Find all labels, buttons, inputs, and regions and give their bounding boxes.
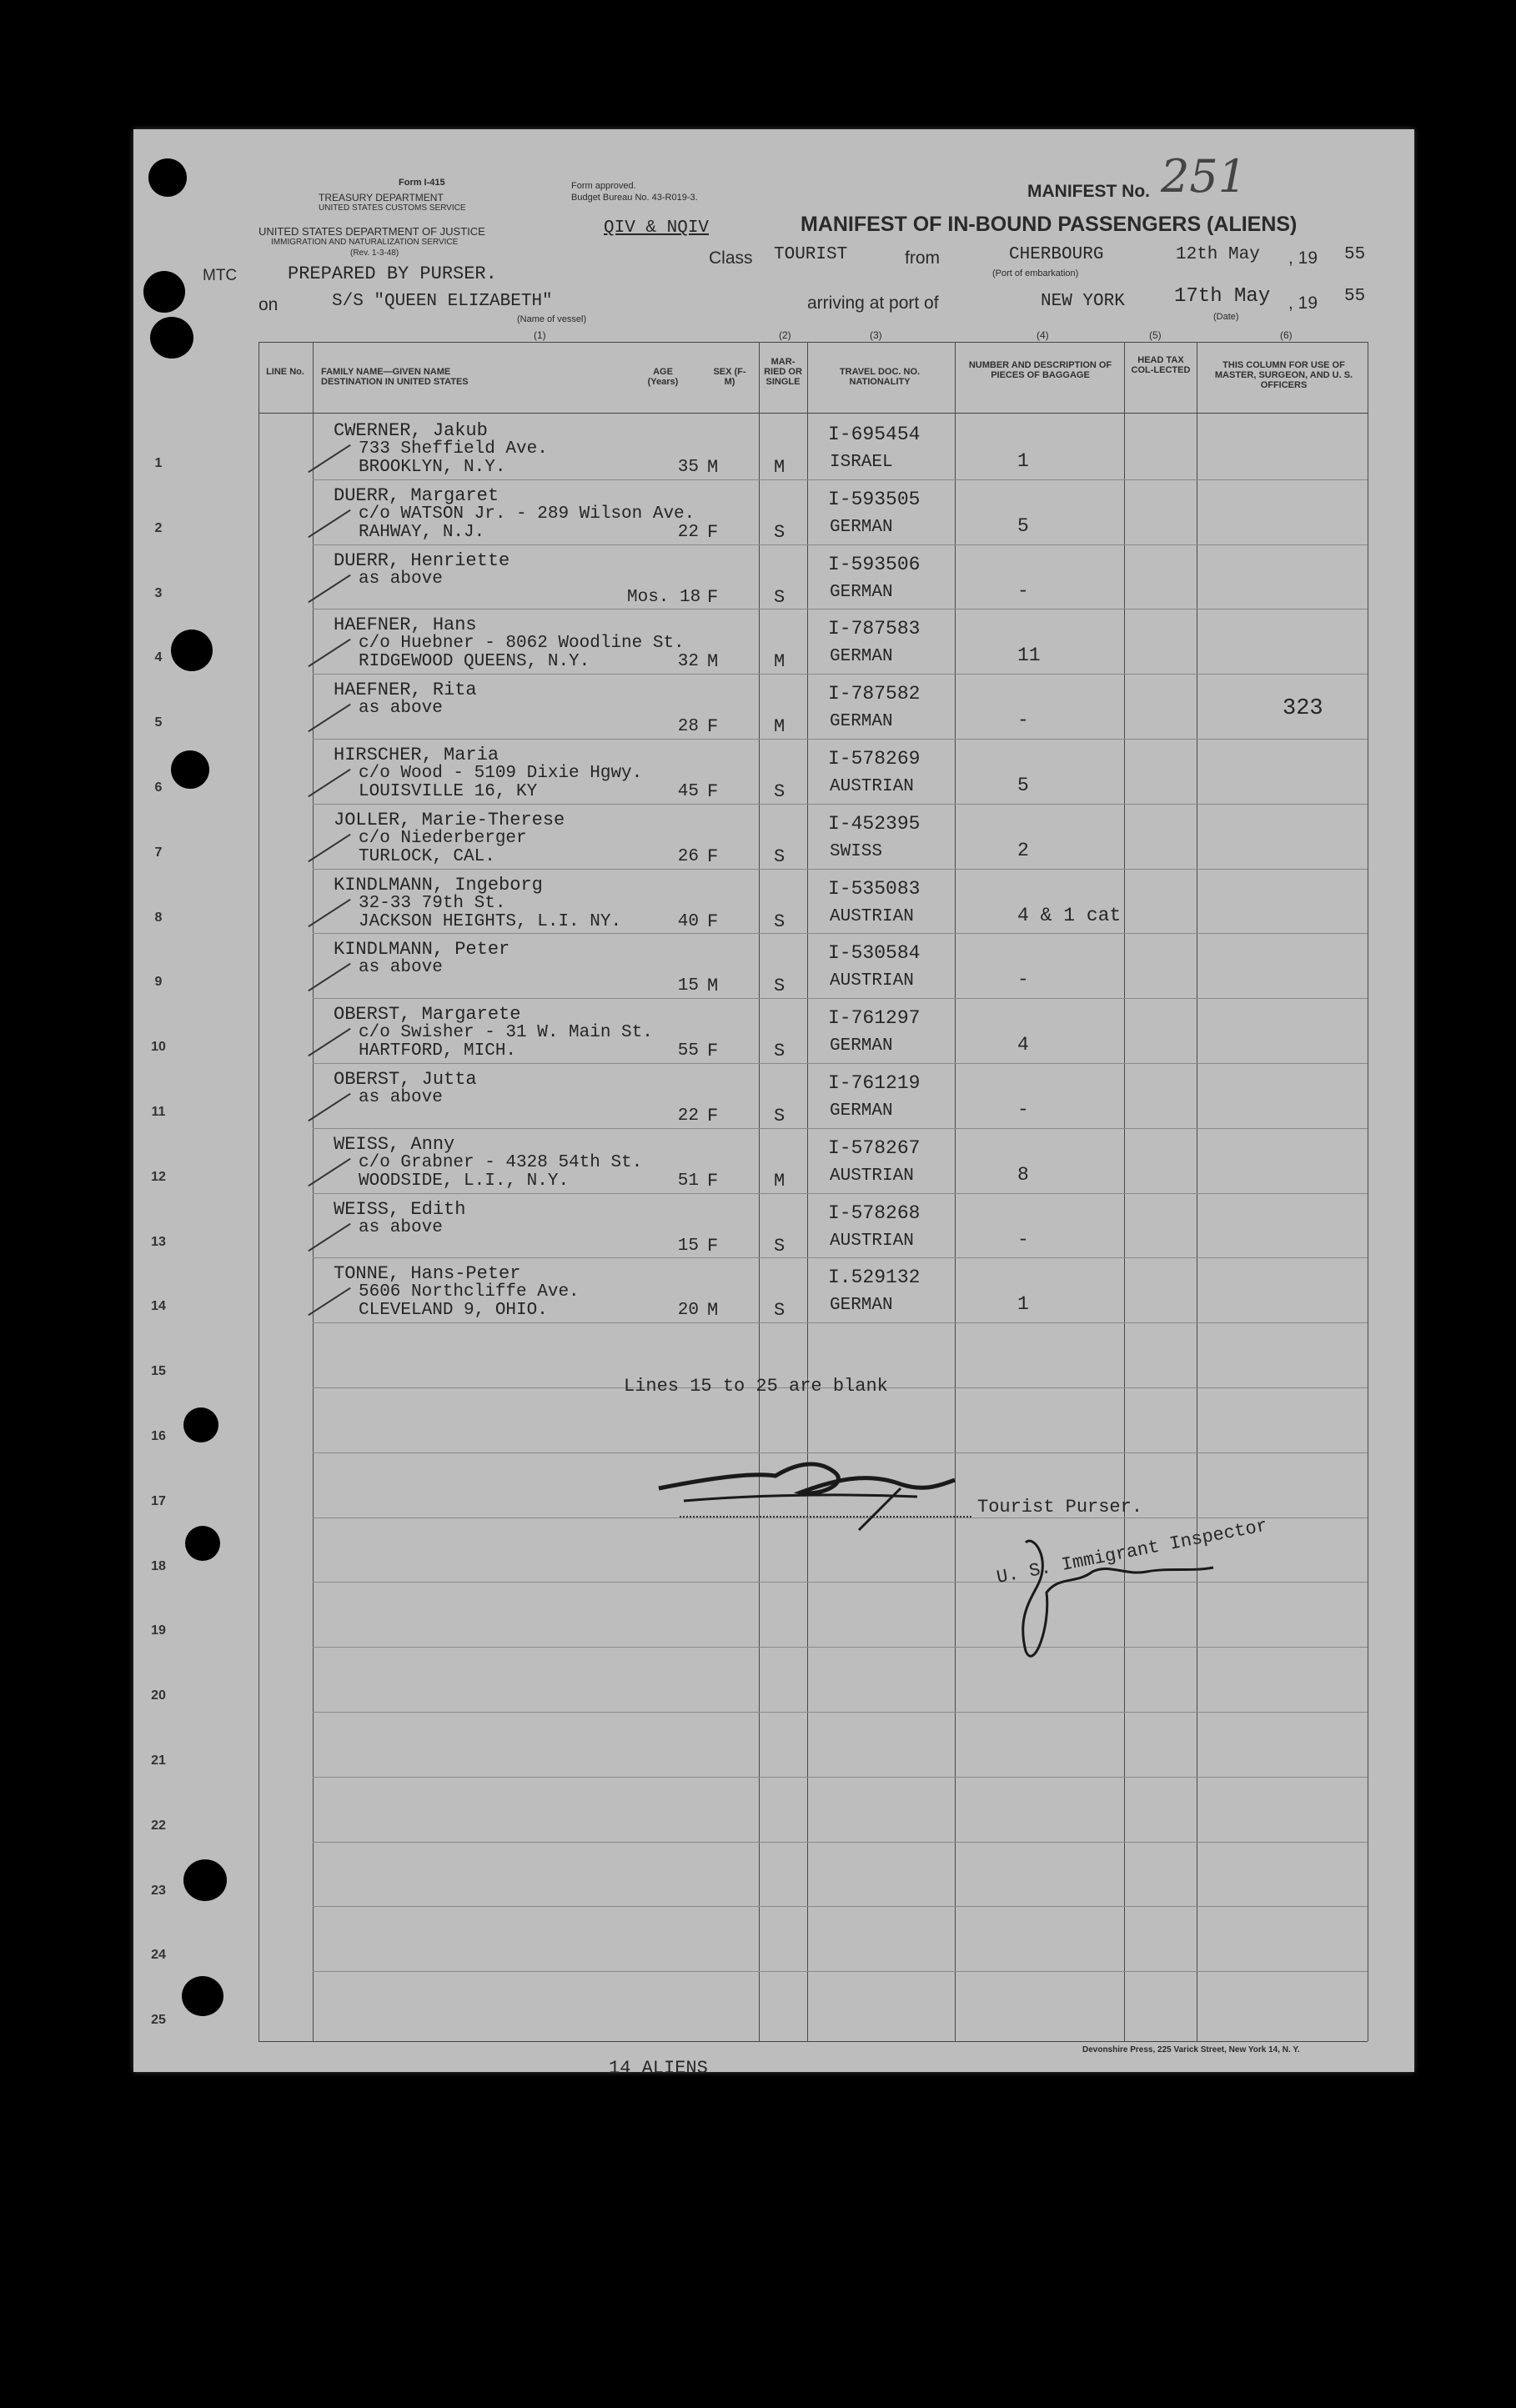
passenger-sex: F	[707, 586, 719, 608]
passenger-destination: JACKSON HEIGHTS, L.I. NY.	[359, 911, 622, 931]
baggage-count: 5	[1017, 514, 1029, 537]
form-number: Form I-415	[399, 178, 445, 188]
nationality: GERMAN	[830, 647, 893, 667]
passenger-address: c/o Swisher - 31 W. Main St.	[359, 1023, 653, 1043]
line-number: 20	[151, 1688, 166, 1703]
date-caption: (Date)	[1213, 312, 1239, 322]
baggage-count: 2	[1017, 839, 1029, 861]
line-number: 19	[151, 1623, 166, 1638]
inspector-caption: U. S. Immigrant Inspector	[995, 1515, 1269, 1588]
col-header-baggage: NUMBER AND DESCRIPTION OF PIECES OF BAGGAGE	[968, 360, 1112, 380]
col-ref-6: (6)	[1280, 329, 1293, 341]
nationality: ISRAEL	[830, 453, 893, 472]
passenger-age: 32	[677, 652, 699, 672]
col-header-married: MAR-RIED OR SINGLE	[764, 357, 802, 387]
row-divider	[313, 739, 1368, 740]
on-label: on	[259, 295, 279, 314]
passenger-age: 45	[677, 782, 699, 801]
line-number: 16	[151, 1429, 166, 1443]
mtc-mark: MTC	[203, 267, 238, 284]
manifest-no-label: MANIFEST No.	[1027, 182, 1150, 201]
table-top-border	[259, 342, 1368, 343]
passenger-sex: F	[707, 521, 719, 543]
passenger-sex: F	[707, 1235, 719, 1257]
col-ref-2: (2)	[779, 329, 791, 341]
passenger-age: 15	[677, 976, 699, 996]
line-number: 2	[154, 520, 163, 535]
travel-doc-number: I-695454	[828, 424, 921, 445]
passenger-destination: WOODSIDE, L.I., N.Y.	[359, 1171, 570, 1191]
passenger-sex: F	[707, 845, 719, 867]
row-divider	[313, 1063, 1368, 1064]
passenger-age: 22	[677, 1106, 699, 1126]
ins-label: IMMIGRATION AND NATURALIZATION SERVICE	[271, 238, 459, 247]
customs-label: UNITED STATES CUSTOMS SERVICE	[319, 203, 466, 213]
budget-bureau: Budget Bureau No. 43-R019-3.	[571, 193, 698, 203]
passenger-address: 32-33 79th St.	[359, 893, 506, 913]
line-number: 12	[151, 1169, 166, 1184]
port-of-embarkation: CHERBOURG	[1009, 245, 1104, 264]
passenger-address: c/o WATSON Jr. - 289 Wilson Ave.	[359, 504, 695, 524]
col-divider	[807, 342, 808, 2041]
binder-hole	[182, 1976, 223, 2016]
nationality: AUSTRIAN	[830, 1231, 914, 1251]
table-header-border	[259, 413, 1368, 414]
nationality: GERMAN	[830, 1296, 893, 1316]
baggage-count: 4 & 1 cat	[1017, 904, 1122, 926]
row-divider	[313, 1842, 1368, 1843]
passenger-marital: M	[774, 651, 786, 673]
departure-year: 55	[1344, 245, 1366, 264]
passenger-address: as above	[359, 1088, 443, 1107]
passenger-address: 733 Sheffield Ave.	[359, 439, 548, 459]
passenger-age: 28	[677, 717, 699, 737]
line-number: 15	[151, 1364, 166, 1379]
manifest-title: MANIFEST OF IN-BOUND PASSENGERS (ALIENS)	[801, 213, 1298, 236]
passenger-age: 22	[677, 522, 699, 542]
passenger-marital: S	[774, 1041, 786, 1062]
passenger-destination: BROOKLYN, N.Y.	[359, 458, 506, 477]
passenger-sex: M	[707, 976, 719, 997]
rev-label: (Rev. 1-3-48)	[350, 248, 399, 258]
passenger-name: OBERST, Margarete	[334, 1004, 521, 1026]
row-divider	[313, 998, 1368, 999]
blank-lines-note: Lines 15 to 25 are blank	[624, 1376, 888, 1397]
baggage-count: 1	[1017, 1293, 1029, 1316]
passenger-age: 15	[677, 1236, 699, 1256]
passenger-marital: S	[774, 845, 786, 867]
col-header-line: LINE No.	[266, 367, 304, 377]
passenger-age: 51	[677, 1171, 699, 1191]
passenger-address: as above	[359, 569, 443, 589]
passenger-marital: S	[774, 1235, 786, 1257]
col-ref-3: (3)	[870, 329, 882, 341]
baggage-count: 4	[1017, 1034, 1029, 1056]
row-divider	[313, 1777, 1368, 1778]
row-divider	[313, 674, 1368, 675]
passenger-sex: M	[707, 651, 719, 673]
passenger-address: c/o Grabner - 4328 54th St.	[359, 1152, 643, 1172]
passenger-age: 20	[677, 1301, 699, 1321]
nationality: GERMAN	[830, 712, 893, 732]
purser-signature	[650, 1447, 967, 1538]
baggage-count: -	[1017, 1099, 1029, 1121]
col-header-officers: THIS COLUMN FOR USE OF MASTER, SURGEON, AND U. S. OFFICERS	[1214, 360, 1353, 390]
passenger-marital: S	[774, 521, 786, 543]
col-header-travel-doc: TRAVEL DOC. NO. NATIONALITY	[839, 367, 921, 387]
row-divider	[313, 1193, 1368, 1194]
departure-date: 12th May	[1176, 245, 1260, 264]
row-divider	[313, 479, 1368, 480]
col-ref-4: (4)	[1037, 329, 1049, 341]
row-divider	[313, 933, 1368, 934]
binder-hole	[150, 317, 193, 359]
passenger-marital: S	[774, 911, 786, 932]
passenger-name: WEISS, Anny	[334, 1133, 455, 1155]
passenger-marital: M	[774, 457, 786, 478]
passenger-sex: F	[707, 716, 719, 738]
vessel-name: S/S "QUEEN ELIZABETH"	[332, 292, 553, 311]
row-divider	[313, 1712, 1368, 1713]
passenger-marital: M	[774, 716, 786, 738]
travel-doc-number: I.529132	[828, 1267, 921, 1289]
passenger-marital: S	[774, 1106, 786, 1126]
arriving-label: arriving at port of	[807, 293, 939, 313]
passenger-destination: RAHWAY, N.J.	[359, 522, 485, 542]
col-divider	[1124, 342, 1125, 2041]
passenger-age: 35	[677, 458, 699, 477]
passenger-name: WEISS, Edith	[334, 1198, 466, 1220]
purser-signature-line	[680, 1516, 971, 1518]
form-approved: Form approved.	[571, 181, 636, 191]
travel-doc-number: I-578269	[828, 748, 921, 770]
passenger-destination: CLEVELAND 9, OHIO.	[359, 1301, 548, 1321]
line-number: 1	[154, 456, 163, 470]
row-divider	[313, 1906, 1368, 1907]
travel-doc-number: I-593506	[828, 553, 921, 575]
passenger-marital: S	[774, 1300, 786, 1322]
travel-doc-number: I-535083	[828, 877, 921, 900]
passenger-sex: F	[707, 1170, 719, 1191]
travel-doc-number: I-530584	[828, 942, 921, 965]
line-number: 21	[151, 1753, 166, 1768]
passenger-address: c/o Wood - 5109 Dixie Hgwy.	[359, 764, 643, 783]
passenger-address: as above	[359, 699, 443, 719]
binder-hole	[171, 750, 209, 789]
passenger-marital: M	[774, 1170, 786, 1191]
port-embark-caption: (Port of embarkation)	[992, 268, 1079, 278]
col-header-age: AGE (Years)	[647, 367, 679, 387]
nationality: GERMAN	[830, 1101, 893, 1121]
passenger-address: 5606 Northcliffe Ave.	[359, 1282, 580, 1302]
line-number: 4	[154, 650, 163, 665]
travel-doc-number: I-787582	[828, 683, 921, 705]
passenger-destination: HARTFORD, MICH.	[359, 1041, 517, 1061]
line-number: 10	[151, 1040, 166, 1055]
passenger-age: 26	[677, 846, 699, 866]
passenger-name: DUERR, Henriette	[334, 549, 510, 571]
nationality: AUSTRIAN	[830, 1166, 914, 1186]
row-divider	[313, 1322, 1368, 1323]
row-divider	[313, 1257, 1368, 1258]
passenger-name: JOLLER, Marie-Therese	[334, 809, 565, 830]
treasury-label: TREASURY DEPARTMENT	[319, 192, 444, 203]
binder-hole	[183, 1859, 227, 1901]
binder-hole	[183, 1407, 218, 1442]
vessel-caption: (Name of vessel)	[517, 314, 587, 324]
row-divider	[313, 544, 1368, 545]
line-number: 13	[151, 1234, 166, 1249]
line-number: 17	[151, 1493, 166, 1508]
baggage-count: 5	[1017, 775, 1029, 796]
prepared-by: PREPARED BY PURSER.	[288, 263, 497, 284]
passenger-age: Mos. 18	[627, 587, 701, 607]
travel-doc-number: I-578268	[828, 1201, 921, 1224]
col-ref-1: (1)	[534, 329, 546, 341]
line-number: 25	[151, 2013, 166, 2028]
passenger-name: HAEFNER, Rita	[334, 680, 477, 701]
baggage-count: 8	[1017, 1163, 1029, 1186]
printer-credit: Devonshire Press, 225 Varick Street, New York 14, N. Y.	[1082, 2045, 1300, 2054]
passenger-address: c/o Huebner - 8062 Woodline St.	[359, 634, 685, 654]
line-number: 22	[151, 1818, 166, 1833]
passenger-sex: M	[707, 1300, 719, 1322]
baggage-count: -	[1017, 579, 1029, 602]
line-number: 7	[154, 845, 163, 860]
nationality: GERMAN	[830, 582, 893, 602]
line-number: 24	[151, 1948, 166, 1963]
purser-caption: Tourist Purser.	[977, 1497, 1143, 1518]
row-divider	[313, 1971, 1368, 1972]
col-ref-5: (5)	[1149, 329, 1162, 341]
passenger-destination: LOUISVILLE 16, KY	[359, 782, 538, 801]
col-divider	[955, 342, 956, 2041]
passenger-sex: F	[707, 781, 719, 802]
arrival-date: 17th May	[1174, 285, 1271, 308]
line-number: 5	[154, 715, 163, 730]
line-number: 9	[154, 975, 163, 990]
binder-hole	[148, 158, 187, 197]
line-number: 6	[154, 780, 163, 795]
class-value: TOURIST	[774, 245, 848, 264]
line-number: 23	[151, 1883, 166, 1898]
justice-label: UNITED STATES DEPARTMENT OF JUSTICE	[259, 225, 485, 238]
travel-doc-number: I-593505	[828, 488, 921, 510]
travel-doc-number: I-578267	[828, 1136, 921, 1159]
row-divider	[313, 1128, 1368, 1129]
passenger-name: KINDLMANN, Ingeborg	[334, 874, 543, 895]
passenger-address: c/o Niederberger	[359, 828, 527, 848]
table-bottom-border	[259, 2041, 1368, 2042]
baggage-count: 11	[1017, 645, 1041, 667]
passenger-address: as above	[359, 958, 443, 978]
row-divider	[313, 869, 1368, 870]
nationality: SWISS	[830, 841, 883, 861]
col-header-name: FAMILY NAME—GIVEN NAME DESTINATION IN UNITED STATES	[321, 367, 469, 387]
passenger-sex: F	[707, 911, 719, 932]
col-header-sex: SEX (F-M)	[713, 367, 746, 387]
manifest-number: 251	[1161, 150, 1247, 203]
officer-note: 323	[1283, 696, 1323, 722]
aliens-count: 14 ALIENS	[609, 2058, 708, 2079]
from-label: from	[905, 248, 940, 268]
passenger-marital: S	[774, 586, 786, 608]
binder-hole	[171, 630, 213, 671]
passenger-age: 55	[677, 1041, 699, 1061]
travel-doc-number: I-452395	[828, 812, 921, 835]
year1-prefix: , 19	[1288, 248, 1318, 268]
col-divider	[759, 342, 760, 2041]
passenger-name: OBERST, Jutta	[334, 1069, 477, 1090]
passenger-destination: TURLOCK, CAL.	[359, 846, 495, 866]
passenger-marital: S	[774, 976, 786, 997]
passenger-sex: F	[707, 1106, 719, 1126]
travel-doc-number: I-787583	[828, 618, 921, 640]
nationality: GERMAN	[830, 517, 893, 537]
nationality: AUSTRIAN	[830, 777, 914, 796]
line-number: 8	[154, 910, 163, 925]
nationality: AUSTRIAN	[830, 906, 914, 926]
passenger-name: TONNE, Hans-Peter	[334, 1263, 521, 1285]
line-number: 14	[151, 1299, 166, 1314]
passenger-marital: S	[774, 781, 786, 802]
visa-class: QIV & NQIV	[604, 218, 710, 238]
passenger-sex: M	[707, 457, 719, 478]
line-number: 18	[151, 1558, 166, 1573]
travel-doc-number: I-761297	[828, 1007, 921, 1030]
line-number: 11	[151, 1105, 166, 1119]
travel-doc-number: I-761219	[828, 1072, 921, 1094]
passenger-name: DUERR, Margaret	[334, 484, 499, 506]
nationality: AUSTRIAN	[830, 971, 914, 991]
col-header-head-tax: HEAD TAX COL-LECTED	[1131, 355, 1191, 375]
binder-hole	[185, 1526, 220, 1561]
passenger-name: HAEFNER, Hans	[334, 615, 477, 636]
passenger-name: CWERNER, Jakub	[334, 420, 488, 441]
year2-prefix: , 19	[1288, 293, 1318, 313]
manifest-sheet	[133, 129, 1414, 2072]
passenger-address: as above	[359, 1217, 443, 1237]
baggage-count: -	[1017, 969, 1029, 991]
arrival-year: 55	[1344, 287, 1366, 306]
passenger-destination: RIDGEWOOD QUEENS, N.Y.	[359, 652, 590, 672]
nationality: GERMAN	[830, 1036, 893, 1056]
class-label: Class	[709, 248, 753, 268]
baggage-count: 1	[1017, 450, 1029, 472]
line-number: 3	[154, 585, 163, 600]
baggage-count: -	[1017, 710, 1029, 732]
row-divider	[313, 609, 1368, 610]
passenger-sex: F	[707, 1041, 719, 1062]
row-divider	[313, 804, 1368, 805]
arrival-port: NEW YORK	[1041, 292, 1125, 311]
passenger-name: HIRSCHER, Maria	[334, 745, 499, 765]
passenger-age: 40	[677, 911, 699, 931]
binder-hole	[143, 271, 185, 313]
passenger-name: KINDLMANN, Peter	[334, 939, 510, 961]
baggage-count: -	[1017, 1228, 1029, 1251]
